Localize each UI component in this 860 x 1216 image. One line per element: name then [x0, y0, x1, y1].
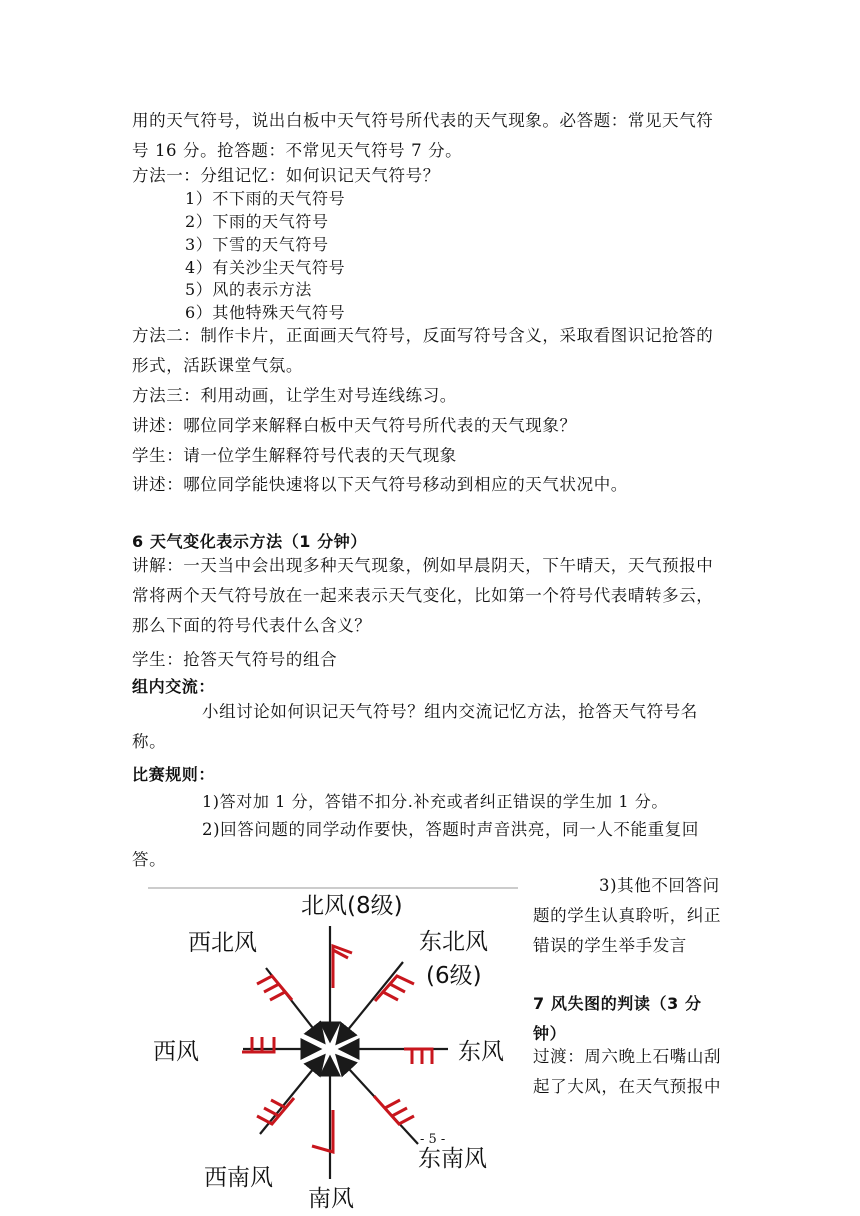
label-southwest: 西南风: [204, 1165, 273, 1191]
barb-northwest: [257, 976, 292, 1000]
method1-item: 2）下雨的天气符号: [185, 212, 329, 231]
rules-heading: 比赛规则：: [132, 765, 216, 784]
barb-southeast: [374, 1096, 414, 1124]
label-east: 东风: [458, 1039, 504, 1065]
method1-item: 1）不下雨的天气符号: [185, 189, 346, 208]
label-south: 南风: [308, 1186, 354, 1212]
method1-item: 3）下雪的天气符号: [185, 235, 329, 254]
method1-heading: 方法一：分组记忆：如何识记天气符号？: [132, 166, 440, 185]
student-line: 学生：抢答天气符号的组合: [132, 650, 338, 669]
transition-text: 过渡：周六晚上石嘴山刮起了大风，在天气预报中: [533, 1047, 722, 1096]
narration-line: 讲述：哪位同学能快速将以下天气符号移动到相应的天气状况中。: [132, 475, 628, 494]
page-number: - 5 -: [420, 1132, 446, 1147]
label-west: 西风: [153, 1039, 199, 1065]
label-northeast: 东北风: [419, 929, 488, 955]
label-southeast: 东南风: [418, 1146, 487, 1172]
method2-paragraph: 方法二：制作卡片，正面画天气符号，反面写符号含义，采取看图识记抢答的形式，活跃课堂气氛。: [132, 326, 714, 375]
barb-southwest: [257, 1098, 294, 1124]
method3-line: 方法三：利用动画，让学生对号连线练习。: [132, 386, 457, 405]
method1-item: 5）风的表示方法: [185, 280, 312, 299]
section6-title: 6 天气变化表示方法（1 分钟）: [132, 532, 368, 551]
student-line: 学生：请一位学生解释符号代表的天气现象: [132, 446, 457, 465]
rule-item: 3)其他不回答问题的学生认真聆听，纠正错误的学生举手发言: [533, 876, 722, 955]
label-northwest: 西北风: [188, 930, 257, 956]
label-north: 北风(8级): [301, 893, 403, 919]
group-text: 小组讨论如何识记天气符号？组内交流记忆方法，抢答天气符号名称。: [132, 702, 698, 751]
section6-explain: 讲解：一天当中会出现多种天气现象，例如早晨阴天，下午晴天，天气预报中常将两个天气符号放在一起来表示天气变化，比如第一个符号代表晴转多云，那么下面的符号代表什么含义？: [132, 556, 714, 635]
method1-item: 4）有关沙尘天气符号: [185, 258, 346, 277]
group-heading: 组内交流：: [132, 677, 216, 696]
intro-paragraph: 用的天气符号，说出白板中天气符号所代表的天气现象。必答题：常见天气符号 16 分。抢答题：不常见天气符号 7 分。: [132, 111, 714, 160]
narration-line: 讲述：哪位同学来解释白板中天气符号所代表的天气现象？: [132, 416, 577, 435]
label-northeast-level: (6级): [426, 963, 482, 989]
wind-direction-figure: [148, 884, 520, 1216]
barb-east: [404, 1049, 432, 1064]
rule-item: 1)答对加 1 分，答错不扣分.补充或者纠正错误的学生加 1 分。: [202, 792, 669, 811]
section7-title: 7 风失图的判读（3 分钟）: [533, 994, 702, 1043]
rule-item: 2)回答问题的同学动作要快，答题时声音洪亮，同一人不能重复回答。: [132, 820, 699, 869]
method1-item: 6）其他特殊天气符号: [185, 303, 346, 322]
arrow-northeast: [338, 962, 403, 1042]
